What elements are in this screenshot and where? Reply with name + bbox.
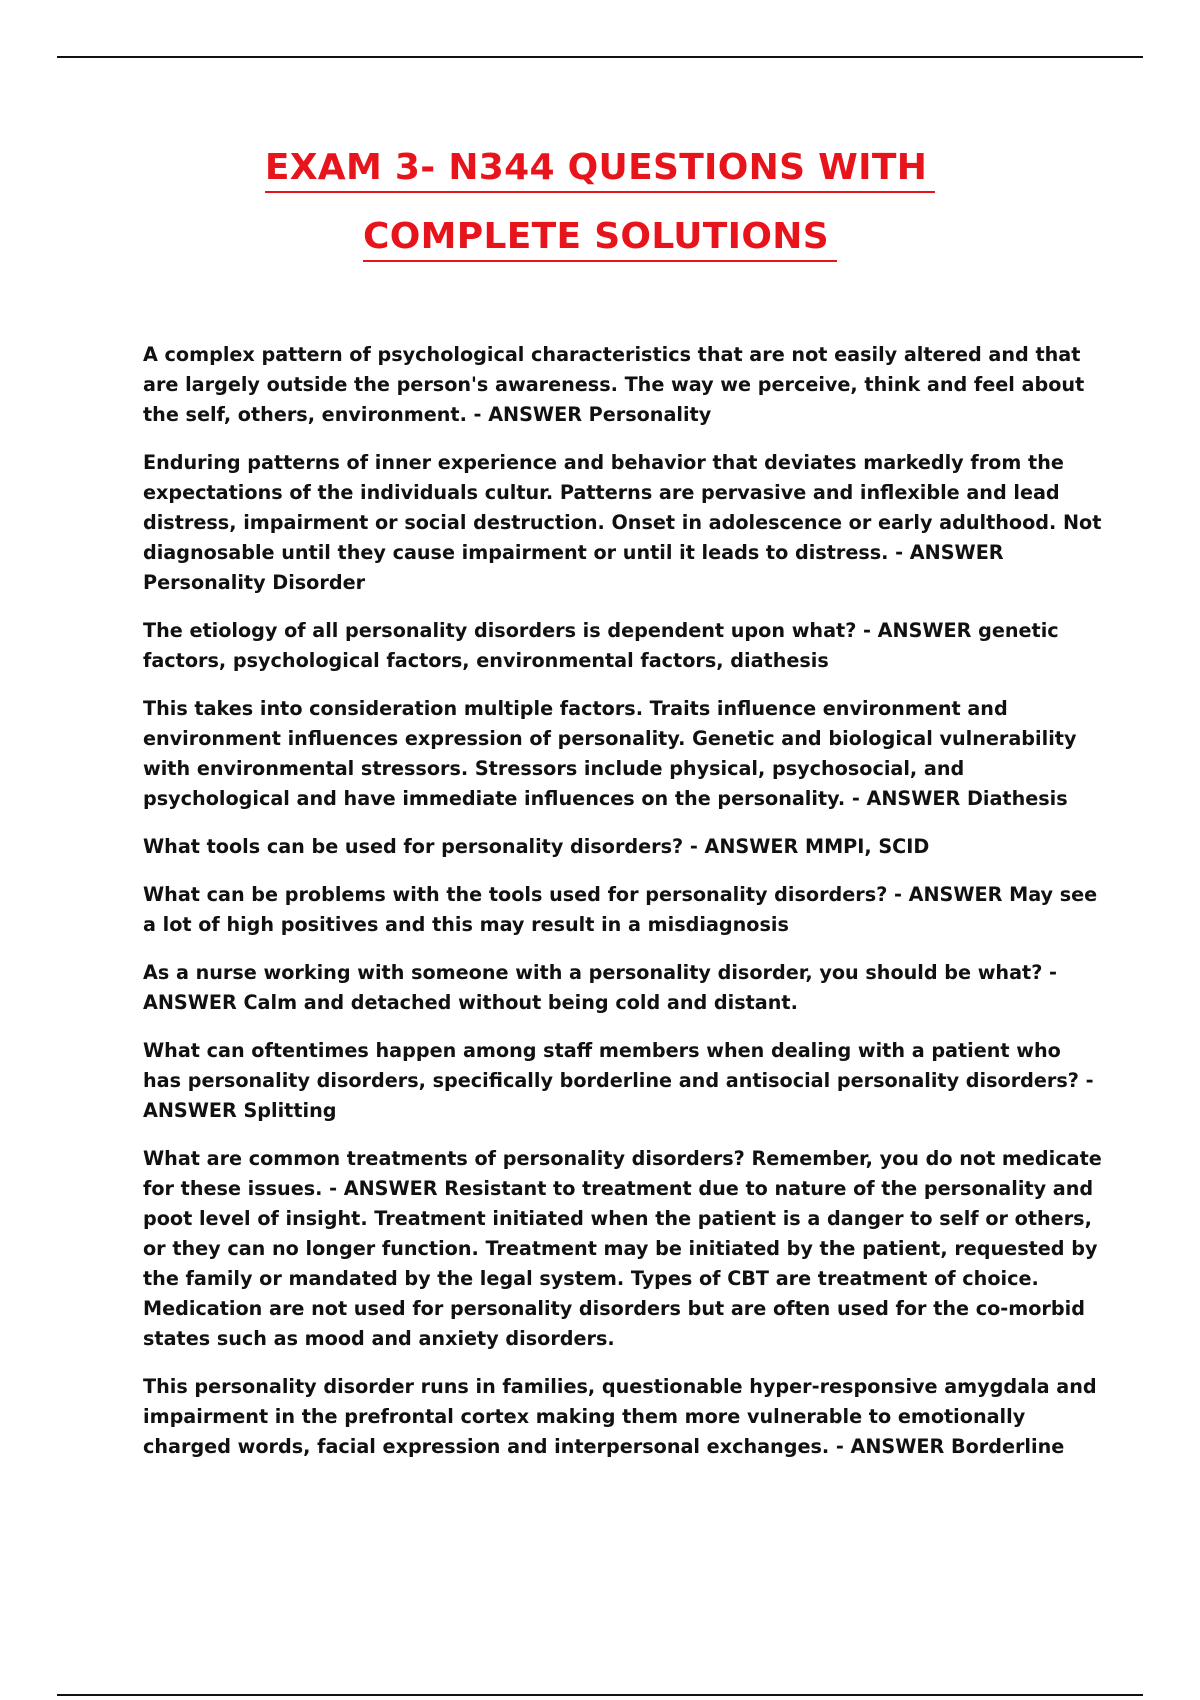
qa-item bbox=[143, 1036, 1103, 1126]
question-text: The etiology of all personality disorders is dependent upon what? bbox=[143, 619, 857, 642]
question-text: What are common treatments of personality disorders? Remember, you do not medicate for these issues. bbox=[143, 1147, 1102, 1200]
answer-separator: - ANSWER bbox=[845, 787, 967, 810]
question-text: What can oftentimes happen among staff members when dealing with a patient who has personality disorders, specifically borderline and antisocial personality disorders? bbox=[143, 1039, 1079, 1092]
answer-separator: - ANSWER bbox=[466, 403, 589, 426]
qa-item bbox=[143, 448, 1103, 598]
qa-item bbox=[143, 958, 1103, 1018]
question-text: What tools can be used for personality disorders? bbox=[143, 835, 684, 858]
answer-text: Diathesis bbox=[966, 787, 1068, 810]
qa-item bbox=[143, 694, 1103, 814]
answer-text: Calm and detached without being cold and distant. bbox=[243, 991, 798, 1014]
qa-item bbox=[143, 1372, 1103, 1462]
question-text: This takes into consideration multiple factors. Traits influence environment and environment influences expression of personality. Genetic and biological vulnerability with environmental stressors. Stressors include physical, psychosocial, and psychological and have immediate influences on the personality. bbox=[143, 697, 1077, 810]
answer-text: genetic factors, psychological factors, environmental factors, diathesis bbox=[143, 619, 1059, 672]
answer-separator: - ANSWER bbox=[322, 1177, 445, 1200]
question-text: A complex pattern of psychological characteristics that are not easily altered and that are largely outside the person's awareness. The way we perceive, think and feel about the self, others, environment. bbox=[143, 343, 1085, 426]
bottom-rule bbox=[57, 1694, 1143, 1696]
answer-separator: - ANSWER bbox=[683, 835, 805, 858]
question-text: Enduring patterns of inner experience and behavior that deviates markedly from the expectations of the individuals cultur. Patterns are pervasive and inflexible and lead distress, impairment or social destruction. Onset in adolescence or early adulthood. Not diagnosable until they cause impairment or until it leads to distress. bbox=[143, 451, 1102, 564]
answer-text: Resistant to treatment due to nature of the personality and poot level of insight. Treatment initiated when the patient is a danger to self or others, or they can no longer function. Treatment may be initiated by the patient, requested by the family or mandated by the legal system. Types of CBT are treatment of choice. Medication are not used for personality disorders but are often used for the co-morbid states such as mood and anxiety disorders. bbox=[143, 1177, 1098, 1350]
qa-item bbox=[143, 832, 1103, 862]
qa-list bbox=[143, 340, 1103, 1480]
answer-separator: - ANSWER bbox=[143, 1069, 1094, 1122]
answer-separator: - ANSWER bbox=[143, 961, 1057, 1014]
answer-separator: - ANSWER bbox=[887, 883, 1010, 906]
document-title bbox=[0, 146, 1200, 284]
answer-text: May see a lot of high positives and this may result in a misdiagnosis bbox=[143, 883, 1098, 936]
answer-text: Borderline bbox=[950, 1435, 1065, 1458]
top-rule bbox=[57, 56, 1143, 58]
question-text: As a nurse working with someone with a personality disorder, you should be what? bbox=[143, 961, 1043, 984]
title-line-2: COMPLETE SOLUTIONS bbox=[363, 215, 837, 262]
answer-separator: - ANSWER bbox=[856, 619, 979, 642]
question-text: What can be problems with the tools used for personality disorders? bbox=[143, 883, 888, 906]
question-text: This personality disorder runs in families, questionable hyper-responsive amygdala and impairment in the prefrontal cortex making them more vulnerable to emotionally charged words, facial expression and interpersonal exchanges. bbox=[143, 1375, 1097, 1458]
answer-separator: - ANSWER bbox=[829, 1435, 951, 1458]
qa-item bbox=[143, 880, 1103, 940]
answer-separator: - ANSWER bbox=[888, 541, 1004, 564]
qa-item bbox=[143, 1144, 1103, 1354]
qa-item bbox=[143, 340, 1103, 430]
answer-text: MMPI, SCID bbox=[804, 835, 930, 858]
answer-text: Personality Disorder bbox=[143, 571, 366, 594]
qa-item bbox=[143, 616, 1103, 676]
answer-text: Splitting bbox=[243, 1099, 337, 1122]
answer-text: Personality bbox=[588, 403, 712, 426]
title-line-1: EXAM 3- N344 QUESTIONS WITH bbox=[265, 146, 935, 193]
